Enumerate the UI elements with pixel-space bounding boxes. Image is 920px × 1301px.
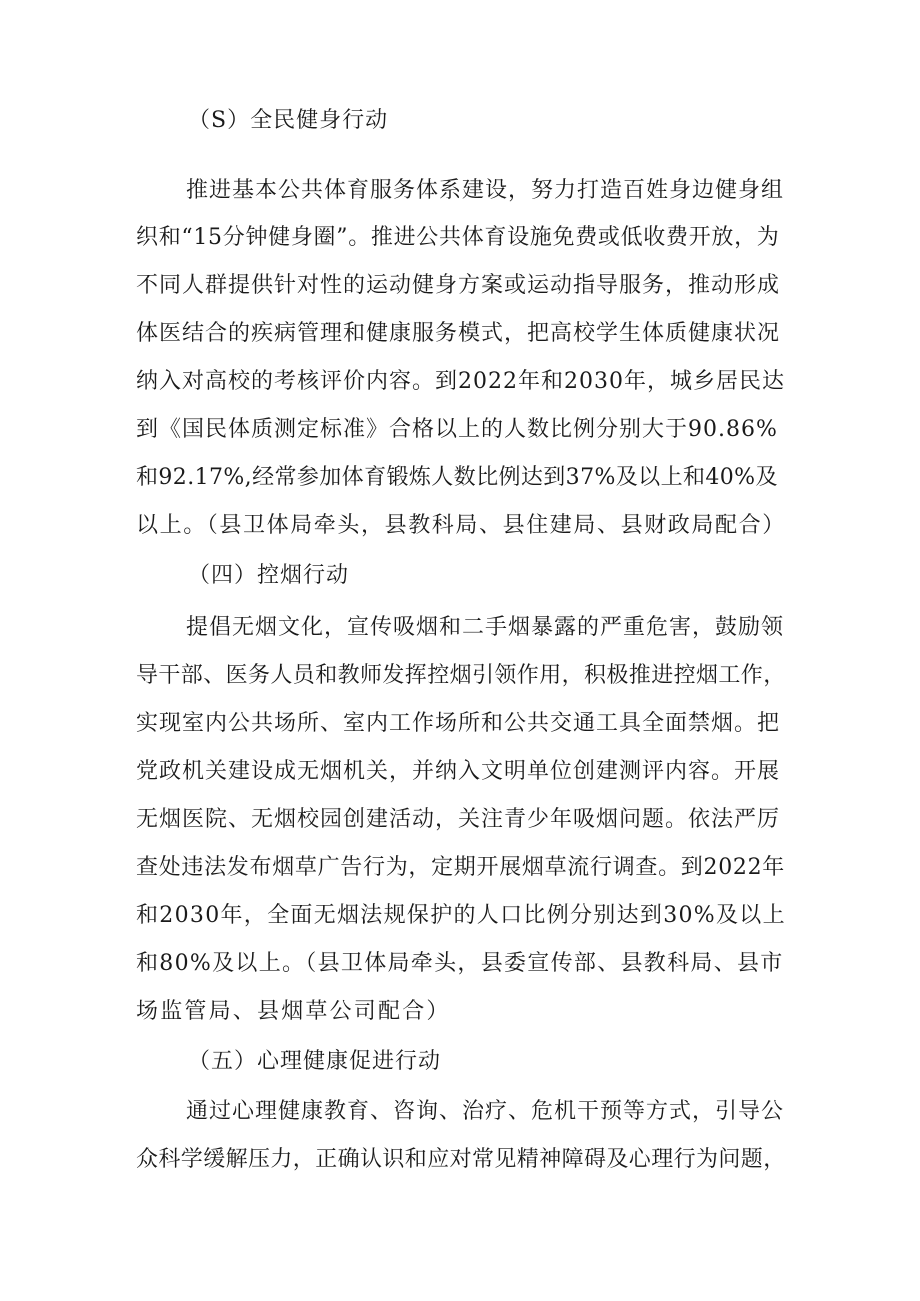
paragraph-line: 无烟医院、无烟校园创建活动，关注青少年吸烟问题。依法严厉 bbox=[136, 807, 781, 832]
paragraph-line: 到《国民体质测定标准》合格以上的人数比例分别大于90.86% bbox=[136, 417, 778, 442]
paragraph-line: 导干部、医务人员和教师发挥控烟引领作用，积极推进控烟工作， bbox=[136, 663, 786, 688]
paragraph-line: 不同人群提供针对性的运动健身方案或运动指导服务，推动形成 bbox=[136, 273, 781, 298]
paragraph-line: 以上。（县卫体局牵头，县教科局、县住建局、县财政局配合） bbox=[136, 513, 786, 538]
paragraph-line: 众科学缓解压力，正确认识和应对常见精神障碍及心理行为问题， bbox=[136, 1147, 786, 1172]
paragraph-line: 推进基本公共体育服务体系建设，努力打造百姓身边健身组 bbox=[186, 178, 785, 203]
paragraph-line: 实现室内公共场所、室内工作场所和公共交通工具全面禁烟。把 bbox=[136, 711, 781, 736]
paragraph-line: 织和“15分钟健身圈”。推进公共体育设施免费或低收费开放，为 bbox=[136, 225, 780, 250]
paragraph-line: 提倡无烟文化，宣传吸烟和二手烟暴露的严重危害，鼓励领 bbox=[186, 615, 785, 640]
paragraph-line: 体医结合的疾病管理和健康服务模式，把高校学生体质健康状况 bbox=[136, 321, 781, 346]
paragraph-line: 和92.17%,经常参加体育锻炼人数比例达到37%及以上和40%及 bbox=[136, 465, 778, 490]
paragraph-line: 纳入对高校的考核评价内容。到2022年和2030年，城乡居民达 bbox=[136, 369, 785, 394]
paragraph-line: 和80%及以上。（县卫体局牵头，县委宣传部、县教科局、县市 bbox=[136, 951, 784, 976]
paragraph-line: 场监管局、县烟草公司配合） bbox=[136, 999, 451, 1024]
paragraph-line: 和2030年，全面无烟法规保护的人口比例分别达到30%及以上 bbox=[136, 903, 786, 928]
section-heading-tobacco-control: （四）控烟行动 bbox=[188, 563, 350, 588]
paragraph-line: 党政机关建设成无烟机关，并纳入文明单位创建测评内容。开展 bbox=[136, 759, 781, 784]
section-heading-mental-health: （五）心理健康促进行动 bbox=[188, 1049, 442, 1074]
section-heading-fitness: （S）全民健身行动 bbox=[188, 108, 389, 133]
paragraph-line: 查处违法发布烟草广告行为，定期开展烟草流行调查。到2022年 bbox=[136, 855, 785, 880]
paragraph-line: 通过心理健康教育、咨询、治疗、危机干预等方式，引导公 bbox=[186, 1099, 785, 1124]
